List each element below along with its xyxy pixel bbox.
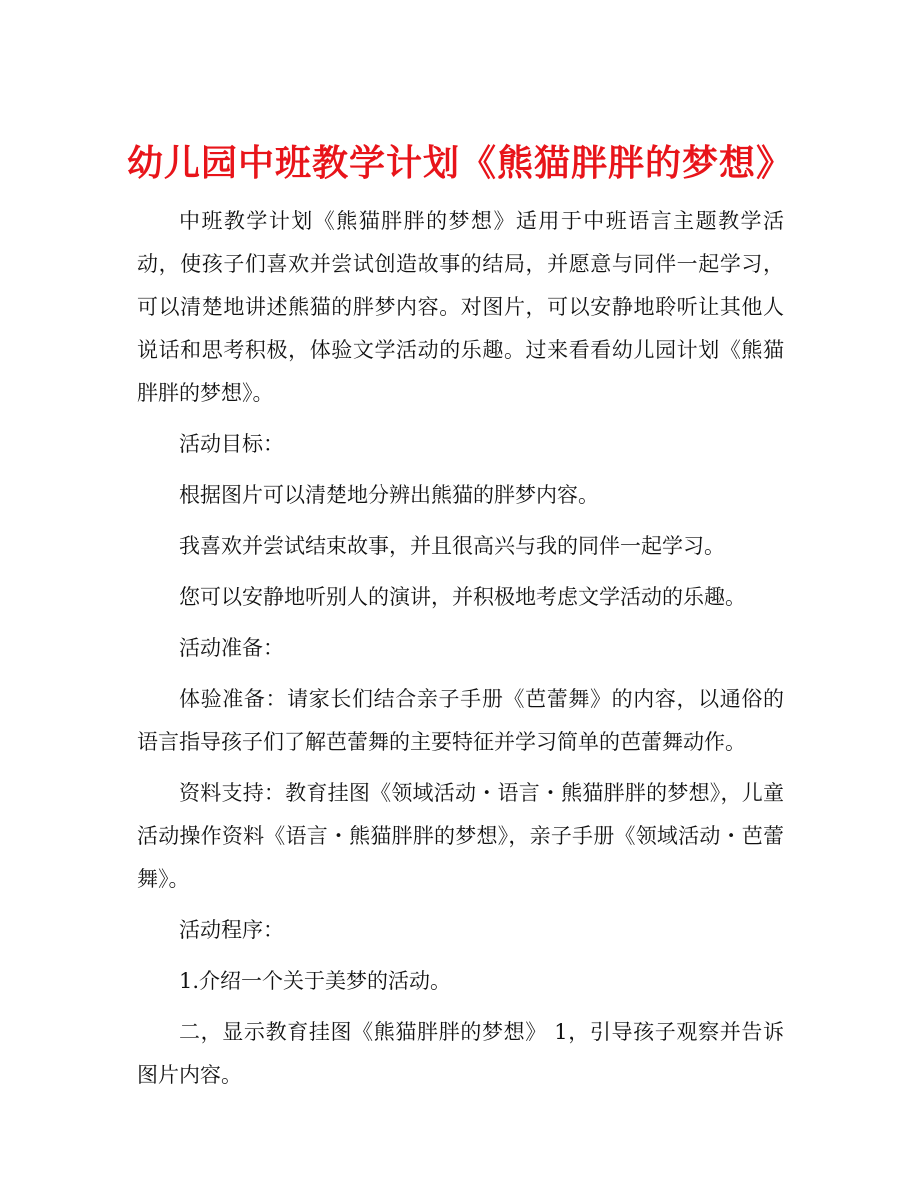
goal-item: 根据图片可以清楚地分辨出熊猫的胖梦内容。	[179, 483, 599, 507]
preparation-experience: 体验准备：请家长们结合亲子手册《芭蕾舞》的内容，以通俗的语言指导孩子们了解芭蕾舞的主要特征并学习简单的芭蕾舞动作。	[137, 687, 784, 754]
goal-item: 我喜欢并尝试结束故事，并且很高兴与我的同伴一起学习。	[179, 534, 725, 558]
procedure-step: 二，显示教育挂图《熊猫胖胖的梦想》 1，引导孩子观察并告诉图片内容。	[137, 1020, 784, 1087]
document-body	[137, 200, 784, 1105]
section-heading-procedure: 活动程序：	[179, 918, 284, 942]
preparation-materials: 资料支持：教育挂图《领域活动・语言・熊猫胖胖的梦想》，儿童活动操作资料《语言・熊猫胖胖的梦想》，亲子手册《领域活动・芭蕾舞》。	[137, 781, 784, 891]
goal-item: 您可以安静地听别人的演讲，并积极地考虑文学活动的乐趣。	[179, 585, 746, 609]
section-heading-goals: 活动目标：	[179, 432, 284, 456]
document-title: 幼儿园中班教学计划《熊猫胖胖的梦想》	[126, 142, 793, 185]
section-heading-preparation: 活动准备：	[179, 636, 284, 660]
intro-paragraph: 中班教学计划《熊猫胖胖的梦想》适用于中班语言主题教学活动，使孩子们喜欢并尝试创造故事的结局，并愿意与同伴一起学习，可以清楚地讲述熊猫的胖梦内容。对图片，可以安静地聆听让其他人说话和思考积极，体验文学活动的乐趣。过来看看幼儿园计划《熊猫胖胖的梦想》。	[137, 209, 784, 405]
procedure-step: 1.介绍一个关于美梦的活动。	[179, 969, 452, 993]
